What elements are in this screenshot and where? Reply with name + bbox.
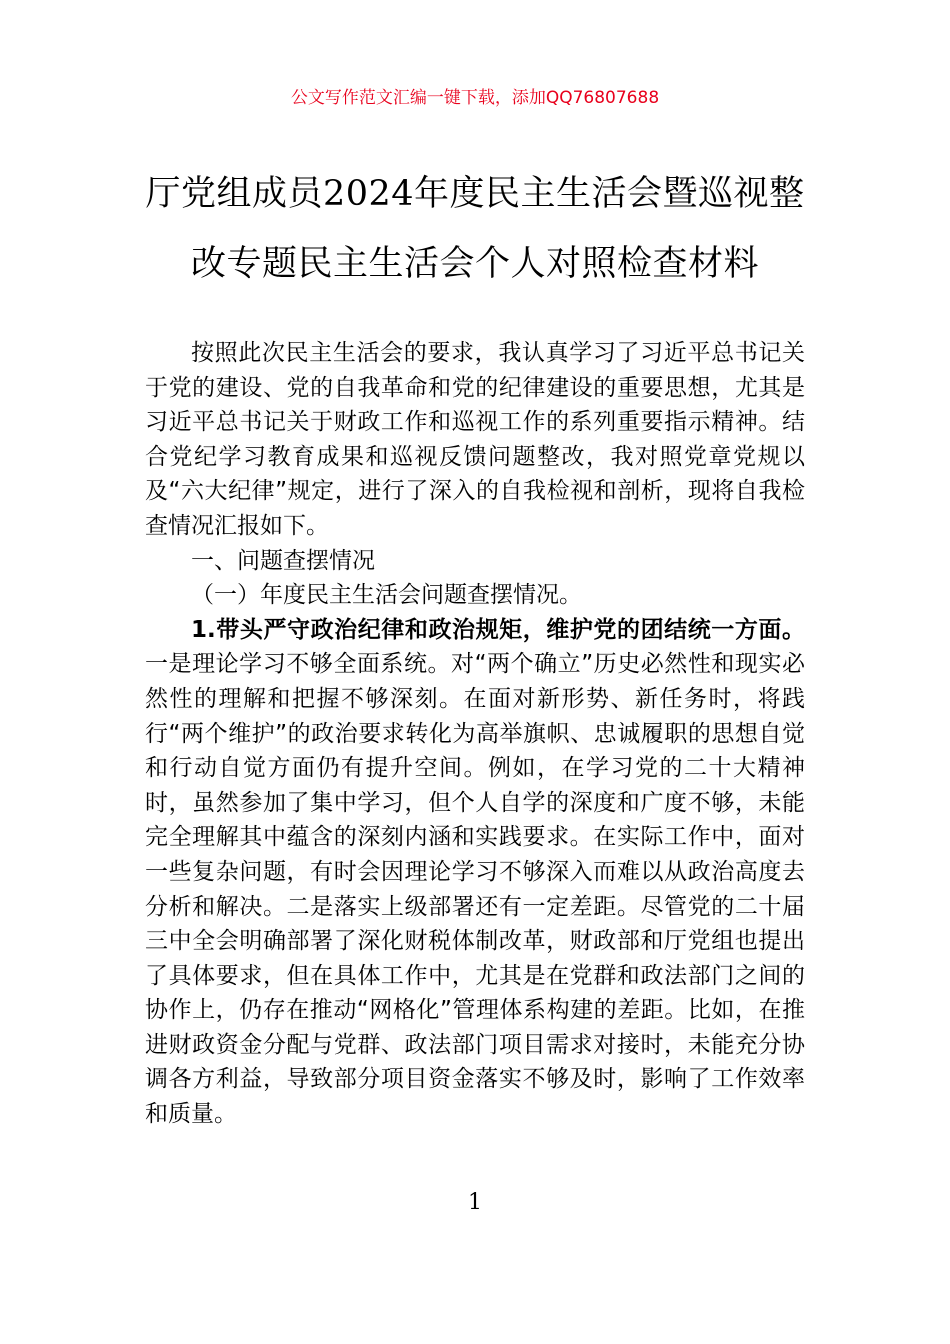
subsection-heading-1: （一）年度民主生活会问题查摆情况。 [191, 582, 582, 609]
point-1-text: 一是理论学习不够全面系统。对“两个确立”历史必然性和现实必然性的理解和把握不够深刻。在面对新形势、新任务时，将践行“两个维护”的政治要求转化为高举旗帜、忠诚履职的思想自觉和行动自觉方面仍有提升空间。例如，在学习党的二十大精神时，虽然参加了集中学习，但个人自学的深度和广度不够，未能完全理解其中蕴含的深刻内涵和实践要求。在实际工作中，面对一些复杂问题，有时会因理论学习不够深入而难以从政治高度去分析和解决。二是落实上级部署还有一定差距。尽管党的二十届三中全会明确部署了深化财税体制改革，财政部和厅党组也提出了具体要求，但在具体工作中，尤其是在党群和政法部门之间的协作上，仍存在推动“网格化”管理体系构建的差距。比如，在推进财政资金分配与党群、政法部门项目需求对接时，未能充分协调各方利益，导致部分项目资金落实不够及时，影响了工作效率和质量。 [145, 651, 805, 1128]
document-body [145, 336, 805, 1132]
page-number: 1 [468, 1190, 482, 1215]
document-title-line-2: 改专题民主生活会个人对照检查材料 [190, 244, 759, 284]
point-1-heading: 1.带头严守政治纪律和政治规矩，维护党的团结统一方面。 [191, 616, 805, 643]
header-download-note: 公文写作范文汇编一键下载，添加QQ76807688 [290, 88, 660, 108]
document-title-line-1: 厅党组成员2024年度民主生活会暨巡视整 [145, 174, 805, 214]
section-heading-1: 一、问题查摆情况 [191, 547, 375, 574]
intro-paragraph: 按照此次民主生活会的要求，我认真学习了习近平总书记关于党的建设、党的自我革命和党的纪律建设的重要思想，尤其是习近平总书记关于财政工作和巡视工作的系列重要指示精神。结合党纪学习教育成果和巡视反馈问题整改，我对照党章党规以及“六大纪律”规定，进行了深入的自我检视和剖析，现将自我检查情况汇报如下。 [145, 340, 805, 539]
point-1-paragraph [145, 613, 805, 1132]
